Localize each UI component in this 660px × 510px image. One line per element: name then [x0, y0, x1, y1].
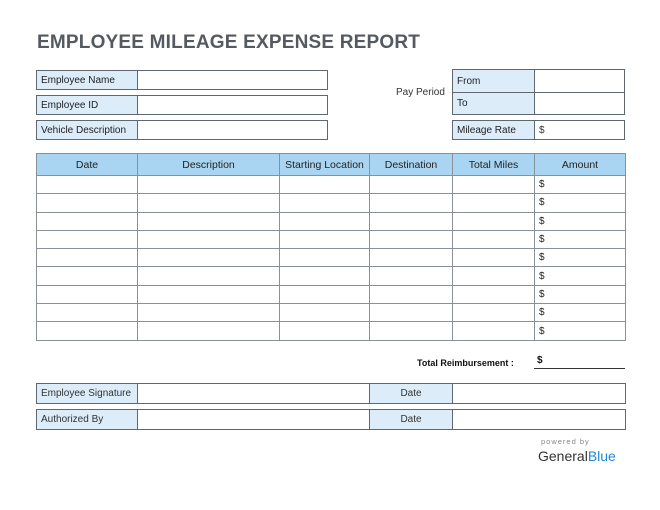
cell-amount[interactable]: $: [535, 230, 626, 248]
cell-description[interactable]: [138, 212, 280, 230]
cell-description[interactable]: [138, 194, 280, 212]
cell-amount[interactable]: $: [535, 285, 626, 303]
cell-destination[interactable]: [370, 176, 453, 194]
cell-starting-location[interactable]: [280, 322, 370, 340]
cell-starting-location[interactable]: [280, 304, 370, 322]
cell-amount[interactable]: $: [535, 176, 626, 194]
cell-description[interactable]: [138, 285, 280, 303]
to-date-input[interactable]: [534, 92, 625, 115]
cell-description[interactable]: [138, 304, 280, 322]
mileage-rate-input[interactable]: [534, 120, 625, 140]
signature-row: [37, 384, 626, 404]
cell-description[interactable]: [138, 176, 280, 194]
cell-starting-location[interactable]: [280, 285, 370, 303]
from-date-input[interactable]: [534, 69, 625, 93]
cell-date[interactable]: [37, 176, 138, 194]
vehicle-description-input[interactable]: [137, 120, 328, 140]
cell-total-miles[interactable]: [453, 212, 535, 230]
cell-total-miles[interactable]: [453, 176, 535, 194]
header-date: Date: [37, 154, 138, 176]
cell-destination[interactable]: [370, 285, 453, 303]
cell-destination[interactable]: [370, 230, 453, 248]
cell-description[interactable]: [138, 249, 280, 267]
cell-date[interactable]: [37, 322, 138, 340]
cell-amount[interactable]: $: [535, 249, 626, 267]
cell-amount[interactable]: $: [535, 267, 626, 285]
table-row: [37, 285, 626, 303]
cell-starting-location[interactable]: [280, 230, 370, 248]
header-starting-location: Starting Location: [280, 154, 370, 176]
cell-destination[interactable]: [370, 322, 453, 340]
authorized-by-input[interactable]: [138, 410, 370, 430]
authorization-row: [37, 410, 626, 430]
cell-total-miles[interactable]: [453, 267, 535, 285]
employee-signature-date-input[interactable]: [453, 384, 626, 404]
cell-starting-location[interactable]: [280, 194, 370, 212]
cell-starting-location[interactable]: [280, 249, 370, 267]
cell-date[interactable]: [37, 194, 138, 212]
authorized-date-input[interactable]: [453, 410, 626, 430]
cell-amount[interactable]: $: [535, 194, 626, 212]
cell-date[interactable]: [37, 230, 138, 248]
employee-name-input[interactable]: [137, 70, 328, 90]
employee-name-label: Employee Name: [36, 70, 138, 90]
table-row: [37, 249, 626, 267]
cell-description[interactable]: [138, 230, 280, 248]
mileage-rate-label: Mileage Rate: [452, 120, 535, 140]
header-amount: Amount: [535, 154, 626, 176]
table-row: [37, 322, 626, 340]
vehicle-description-label: Vehicle Description: [36, 120, 138, 140]
cell-date[interactable]: [37, 212, 138, 230]
cell-date[interactable]: [37, 285, 138, 303]
cell-starting-location[interactable]: [280, 176, 370, 194]
cell-starting-location[interactable]: [280, 267, 370, 285]
pay-period-label: Pay Period: [396, 87, 445, 98]
page-title: EMPLOYEE MILEAGE EXPENSE REPORT: [37, 32, 421, 53]
cell-amount[interactable]: $: [535, 212, 626, 230]
cell-destination[interactable]: [370, 249, 453, 267]
cell-date[interactable]: [37, 249, 138, 267]
employee-id-label: Employee ID: [36, 95, 138, 115]
total-reimbursement-field[interactable]: [534, 355, 625, 369]
cell-amount[interactable]: $: [535, 322, 626, 340]
cell-total-miles[interactable]: [453, 249, 535, 267]
cell-total-miles[interactable]: [453, 230, 535, 248]
cell-date[interactable]: [37, 304, 138, 322]
employee-signature-label: Employee Signature: [37, 384, 138, 404]
cell-description[interactable]: [138, 322, 280, 340]
mileage-rate-currency: $: [539, 124, 545, 136]
table-row: [37, 194, 626, 212]
table-row: [37, 304, 626, 322]
logo-part2: Blue: [587, 448, 616, 464]
cell-destination[interactable]: [370, 194, 453, 212]
from-label: From: [452, 69, 535, 93]
powered-by-text: powered by: [541, 437, 590, 446]
table-row: [37, 212, 626, 230]
to-label: To: [452, 92, 535, 115]
authorization-table: [36, 409, 626, 430]
employee-signature-date-label: Date: [370, 384, 453, 404]
cell-date[interactable]: [37, 267, 138, 285]
cell-amount[interactable]: $: [535, 304, 626, 322]
header-total-miles: Total Miles: [453, 154, 535, 176]
employee-signature-input[interactable]: [138, 384, 370, 404]
table-header-row: [37, 154, 626, 176]
cell-total-miles[interactable]: [453, 322, 535, 340]
cell-destination[interactable]: [370, 267, 453, 285]
signature-table: [36, 383, 626, 404]
header-destination: Destination: [370, 154, 453, 176]
table-row: [37, 267, 626, 285]
employee-id-input[interactable]: [137, 95, 328, 115]
table-row: [37, 176, 626, 194]
header-description: Description: [138, 154, 280, 176]
cell-starting-location[interactable]: [280, 212, 370, 230]
table-row: [37, 230, 626, 248]
total-reimbursement-label: Total Reimbursement :: [417, 358, 514, 368]
cell-destination[interactable]: [370, 304, 453, 322]
cell-total-miles[interactable]: [453, 304, 535, 322]
authorized-date-label: Date: [370, 410, 453, 430]
cell-total-miles[interactable]: [453, 194, 535, 212]
authorized-by-label: Authorized By: [37, 410, 138, 430]
cell-total-miles[interactable]: [453, 285, 535, 303]
mileage-table: [36, 153, 626, 341]
cell-destination[interactable]: [370, 212, 453, 230]
cell-description[interactable]: [138, 267, 280, 285]
logo-part1: General: [538, 448, 588, 464]
total-reimbursement-value: $: [537, 355, 543, 366]
generalblue-logo: [538, 448, 616, 464]
